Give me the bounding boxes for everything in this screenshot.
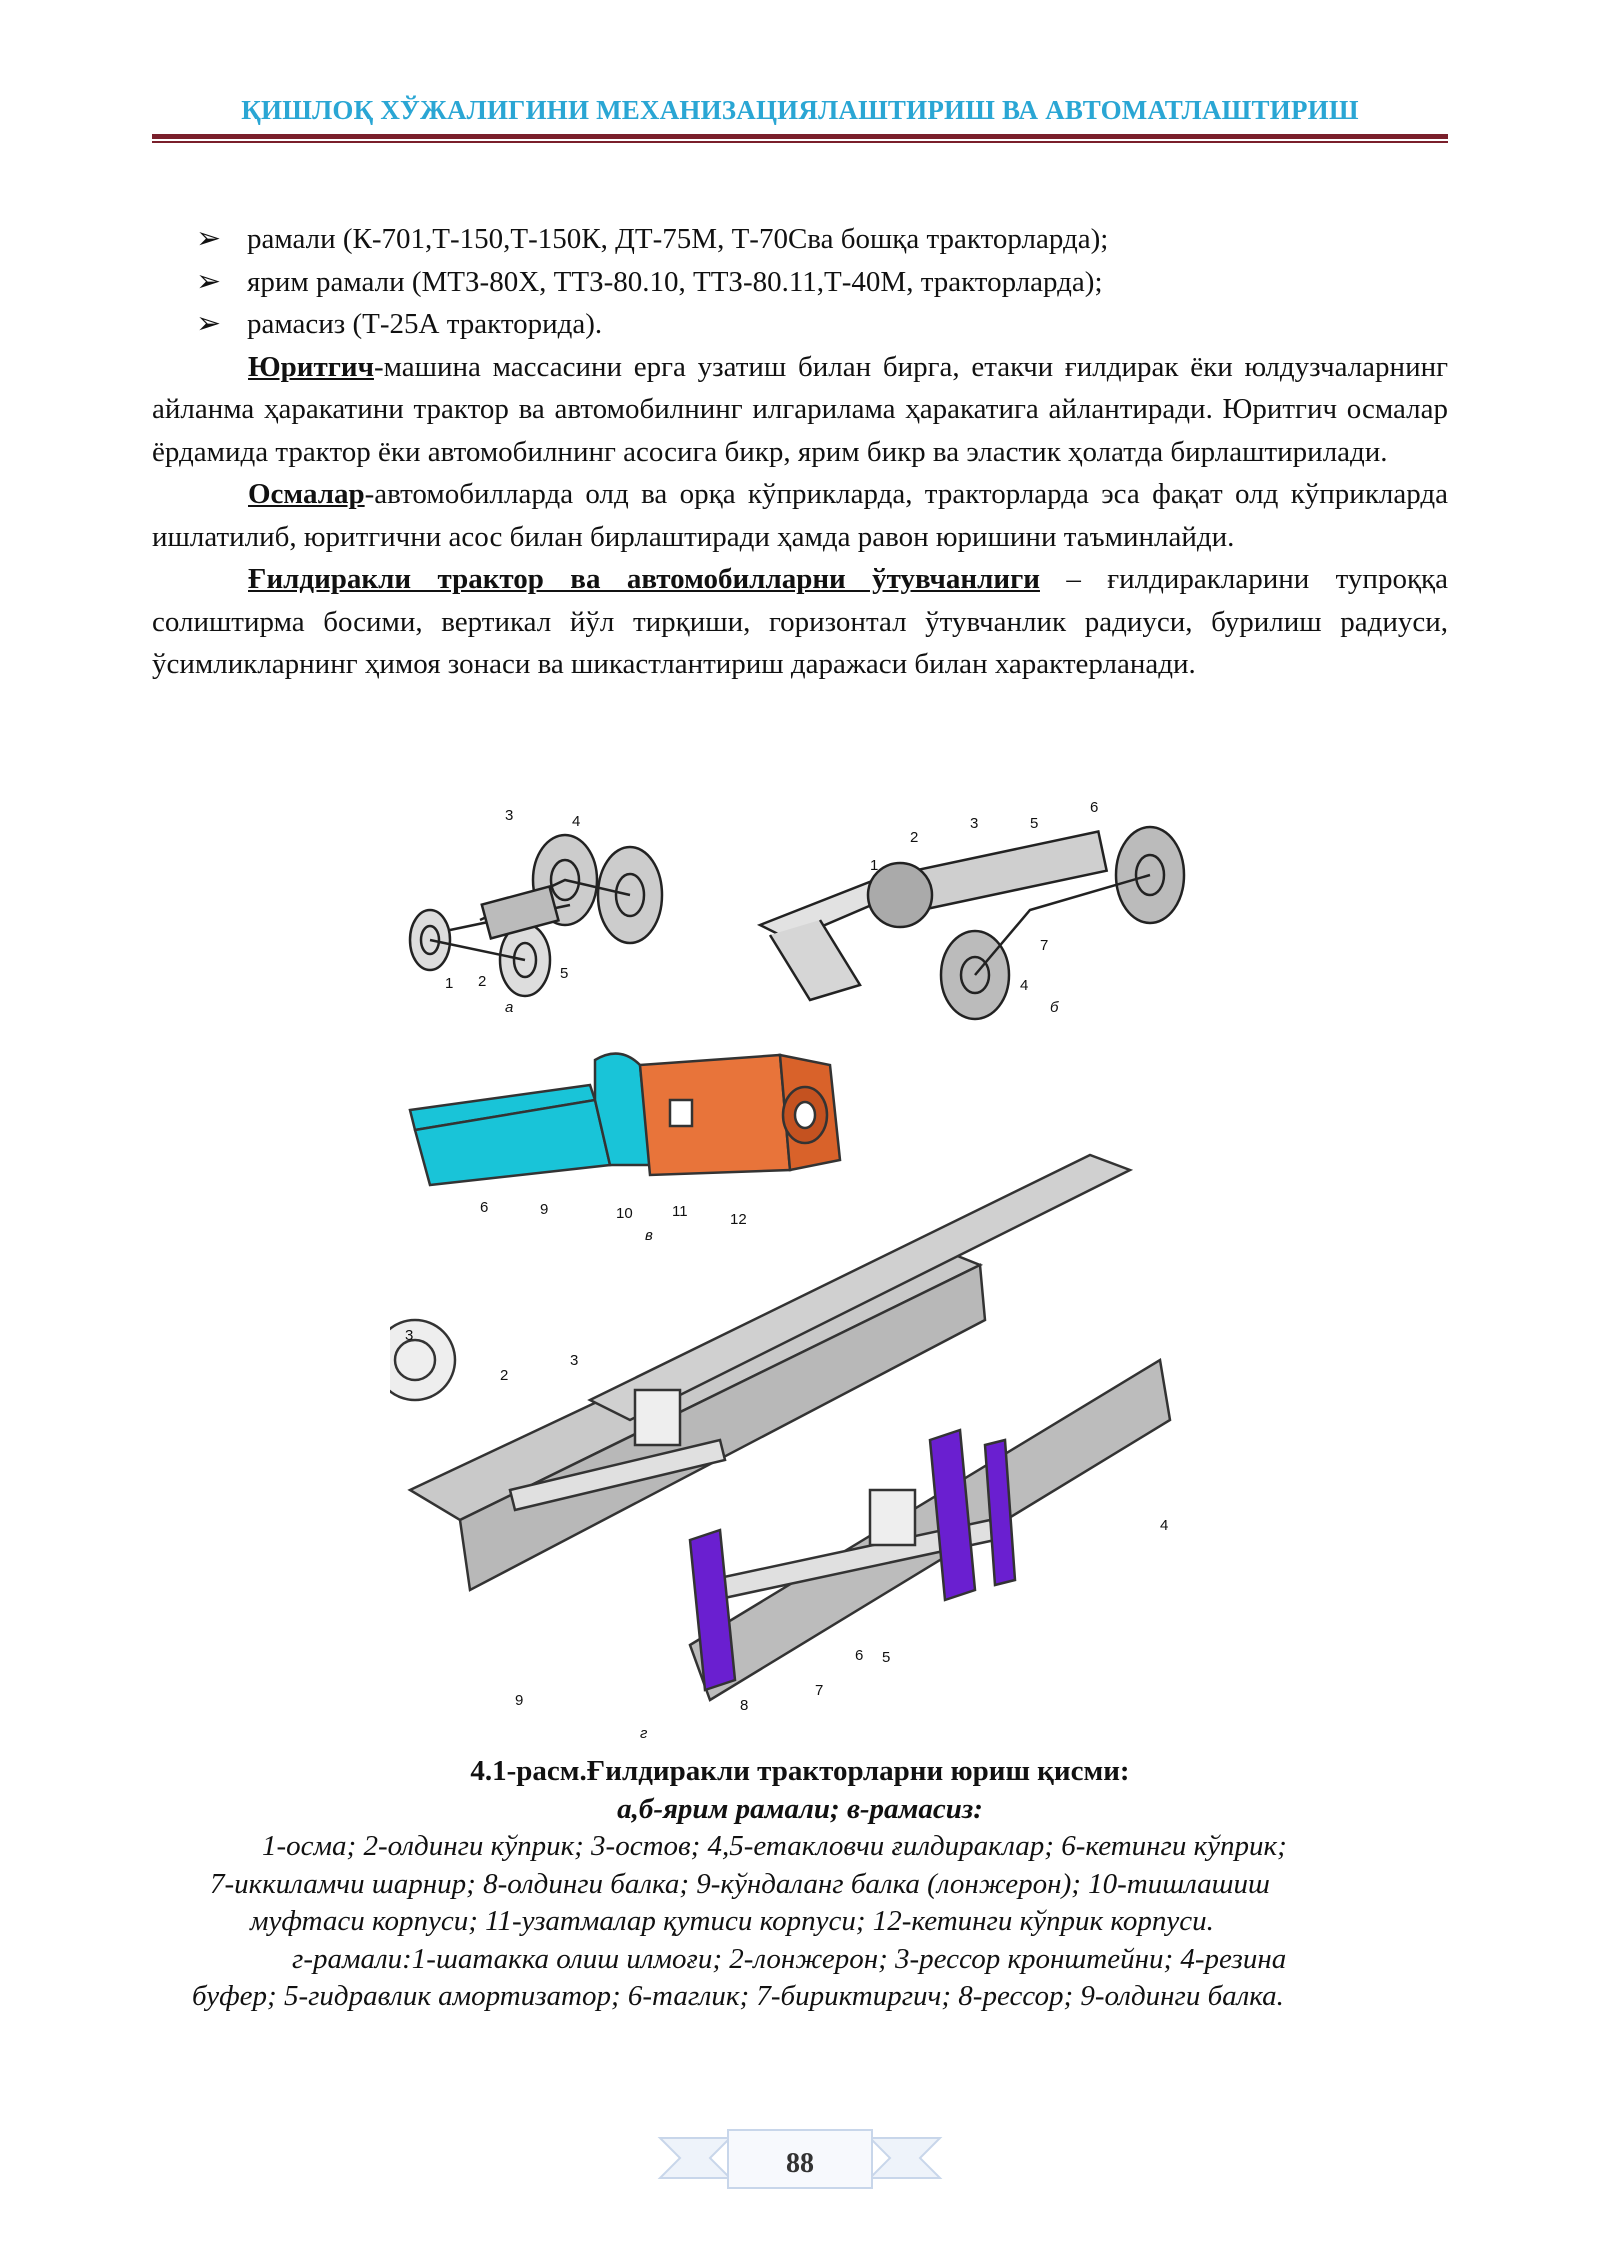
svg-text:4: 4 <box>572 813 581 830</box>
term: Юритгич <box>248 350 374 383</box>
running-header: ҚИШЛОҚ ХЎЖАЛИГИНИ МЕХАНИЗАЦИЯЛАШТИРИШ ВА АВТОМАТЛАШТИРИШ <box>241 95 1359 125</box>
caption-line: 7-иккиламчи шарнир; 8-олдинги балка; 9-кўндаланг балка (лонжерон); 10-тишлашиш <box>210 1867 1270 1900</box>
paragraph-suspension: Осмалар-автомобилларда олд ва орқа кўприкларда, тракторларда эса фақат олд кўприкларда ишлатилиб, юритгични асос билан бирлаштиради ҳамда равон юришини таъминлайди. <box>152 478 1448 553</box>
svg-text:9: 9 <box>515 1692 524 1709</box>
bullet-list <box>152 218 1448 346</box>
svg-text:2: 2 <box>478 973 487 990</box>
subfigure-g <box>390 1155 1170 1700</box>
svg-text:3: 3 <box>570 1352 579 1369</box>
svg-text:2: 2 <box>500 1367 509 1384</box>
svg-text:4: 4 <box>1020 977 1029 994</box>
caption-title: 4.1-расм.Ғилдиракли тракторларни юриш қисми: <box>470 1755 1130 1787</box>
svg-text:3: 3 <box>505 807 514 824</box>
term: Ғилдиракли трактор ва автомобилларни ўтувчанлиги <box>248 563 1040 595</box>
svg-text:б: б <box>1050 999 1059 1016</box>
svg-text:11: 11 <box>672 1203 688 1220</box>
svg-text:1: 1 <box>445 975 454 992</box>
paragraph-passability: Ғилдиракли трактор ва автомобилларни ўтувчанлиги – ғилдиракларини тупроққа солиштирма босими, вертикал йўл тирқиши, горизонтал ўтувчанлик радиуси, бурилиш радиуси, ўсимликларнинг ҳимоя зонаси ва шикастлантириш даражаси билан характерланади. <box>152 563 1448 680</box>
svg-text:9: 9 <box>540 1201 549 1218</box>
arrow-bullet-icon: ➢ <box>196 264 222 298</box>
figure-caption <box>152 1753 1448 2016</box>
svg-text:в: в <box>645 1227 653 1244</box>
svg-text:2: 2 <box>910 829 919 846</box>
body-text <box>152 218 1448 686</box>
bullet-item: ➢ рамали (К-701,Т-150,Т-150К, ДТ-75М, Т-70Сва бошқа тракторларда); <box>152 218 1448 261</box>
figure-4-1 <box>390 800 1220 1740</box>
term: Осмалар <box>248 478 365 510</box>
svg-text:6: 6 <box>855 1647 864 1664</box>
svg-text:5: 5 <box>560 965 569 982</box>
subfigure-v <box>410 1054 840 1185</box>
svg-text:10: 10 <box>616 1205 633 1222</box>
paragraph-propulsion: Юритгич-машина массасини ерга узатиш билан бирга, етакчи ғилдирак ёки юлдузчаларнинг айланма ҳаракатини трактор ва автомобилнинг илгарилама ҳаракатига айлантиради. Юритгич осмалар ёрдамида трактор ёки автомобилнинг асосига бикр, ярим бикр ва эластик ҳолатда бирлаштирилади. <box>152 350 1448 468</box>
svg-text:1: 1 <box>870 857 879 874</box>
svg-text:8: 8 <box>740 1697 749 1714</box>
subfigure-v-labels <box>480 1199 747 1244</box>
svg-text:4: 4 <box>1160 1517 1169 1534</box>
bullet-item: ➢ рамасиз (Т-25А тракторида). <box>152 303 1448 346</box>
arrow-bullet-icon: ➢ <box>196 222 222 255</box>
page-number: 88 <box>786 2148 814 2179</box>
bullet-item: ➢ ярим рамали (МТЗ-80Х, ТТЗ-80.10, ТТЗ-80.11,Т-40М, тракторларда); <box>152 261 1448 304</box>
svg-text:6: 6 <box>480 1199 489 1216</box>
caption-line: буфер; 5-гидравлик амортизатор; 6-таглик; 7-бириктиргич; 8-рессор; 9-олдинги балка. <box>192 1980 1284 2012</box>
svg-text:7: 7 <box>815 1682 824 1699</box>
svg-text:7: 7 <box>1040 937 1049 954</box>
caption-line: муфтаси корпуси; 11-узатмалар қутиси корпуси; 12-кетинги кўприк корпуси. <box>250 1905 1214 1937</box>
caption-subtitle: а,б-ярим рамали; в-рамасиз: <box>617 1792 983 1825</box>
subfigure-a <box>410 835 662 996</box>
svg-text:5: 5 <box>1030 815 1039 832</box>
arrow-bullet-icon: ➢ <box>196 307 222 340</box>
svg-text:г: г <box>640 1725 648 1740</box>
caption-line: 1-осма; 2-олдинги кўприк; 3-остов; 4,5-етакловчи ғилдираклар; 6-кетинги кўприк; <box>262 1830 1287 1862</box>
svg-text:6: 6 <box>1090 800 1099 816</box>
svg-text:12: 12 <box>730 1211 747 1228</box>
svg-text:3: 3 <box>405 1327 414 1344</box>
svg-text:5: 5 <box>882 1649 891 1666</box>
subfigure-b <box>760 827 1184 1019</box>
chassis-illustration <box>390 800 1220 1740</box>
svg-text:а: а <box>505 999 514 1016</box>
header-rule <box>152 134 1448 146</box>
caption-line: г-рамали:1-шатакка олиш илмоғи; 2-лонжерон; 3-рессор кронштейни; 4-резина <box>292 1942 1287 1975</box>
svg-text:3: 3 <box>970 815 979 832</box>
